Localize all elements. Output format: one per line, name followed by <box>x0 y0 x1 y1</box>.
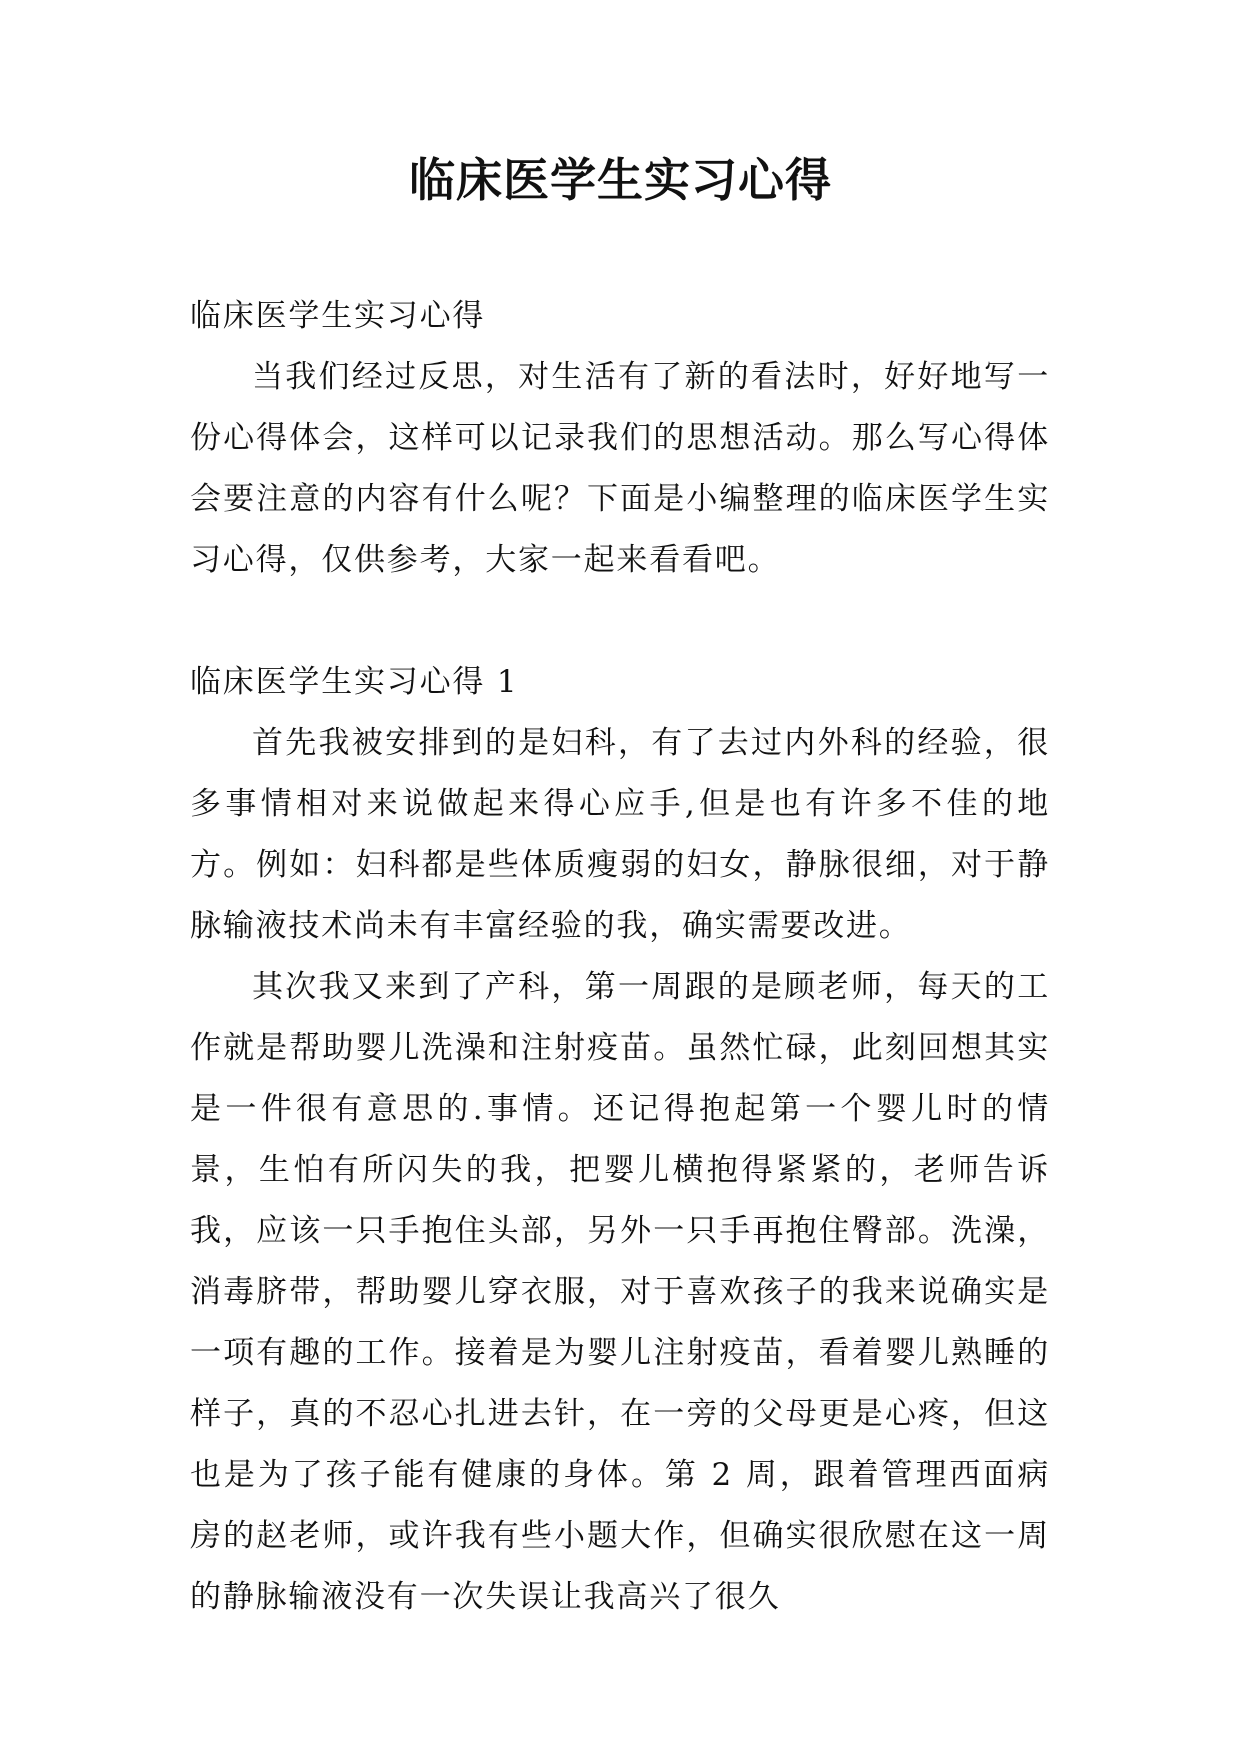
document-body <box>190 286 1050 1628</box>
document-title: 临床医学生实习心得 <box>409 153 832 207</box>
section-1-paragraph-2: 其次我又来到了产科，第一周跟的是顾老师，每天的工作就是帮助婴儿洗澡和注射疫苗。虽然忙碌，此刻回想其实是一件很有意思的.事情。还记得抱起第一个婴儿时的情景，生怕有所闪失的我，把婴儿横抱得紧紧的，老师告诉我，应该一只手抱住头部，另外一只手再抱住臀部。洗澡，消毒脐带，帮助婴儿穿衣服，对于喜欢孩子的我来说确实是一项有趣的工作。接着是为婴儿注射疫苗，看着婴儿熟睡的样子，真的不忍心扎进去针，在一旁的父母更是心疼，但这也是为了孩子能有健康的身体。第 2 周，跟着管理西面病房的赵老师，或许我有些小题大作，但确实很欣慰在这一周的静脉输液没有一次失误让我高兴了很久 <box>190 969 1050 1615</box>
section-1-paragraph-1: 首先我被安排到的是妇科，有了去过内外科的经验，很多事情相对来说做起来得心应手,但是也有许多不佳的地方。例如：妇科都是些体质瘦弱的妇女，静脉很细，对于静脉输液技术尚未有丰富经验的我，确实需要改进。 <box>190 725 1050 944</box>
section-heading: 临床医学生实习心得 <box>190 298 486 334</box>
intro-paragraph: 当我们经过反思，对生活有了新的看法时，好好地写一份心得体会，这样可以记录我们的思想活动。那么写心得体会要注意的内容有什么呢？下面是小编整理的临床医学生实习心得，仅供参考，大家一起来看看吧。 <box>190 359 1050 578</box>
section-1-heading: 临床医学生实习心得 1 <box>190 664 519 700</box>
paragraph-gap <box>190 591 1050 652</box>
